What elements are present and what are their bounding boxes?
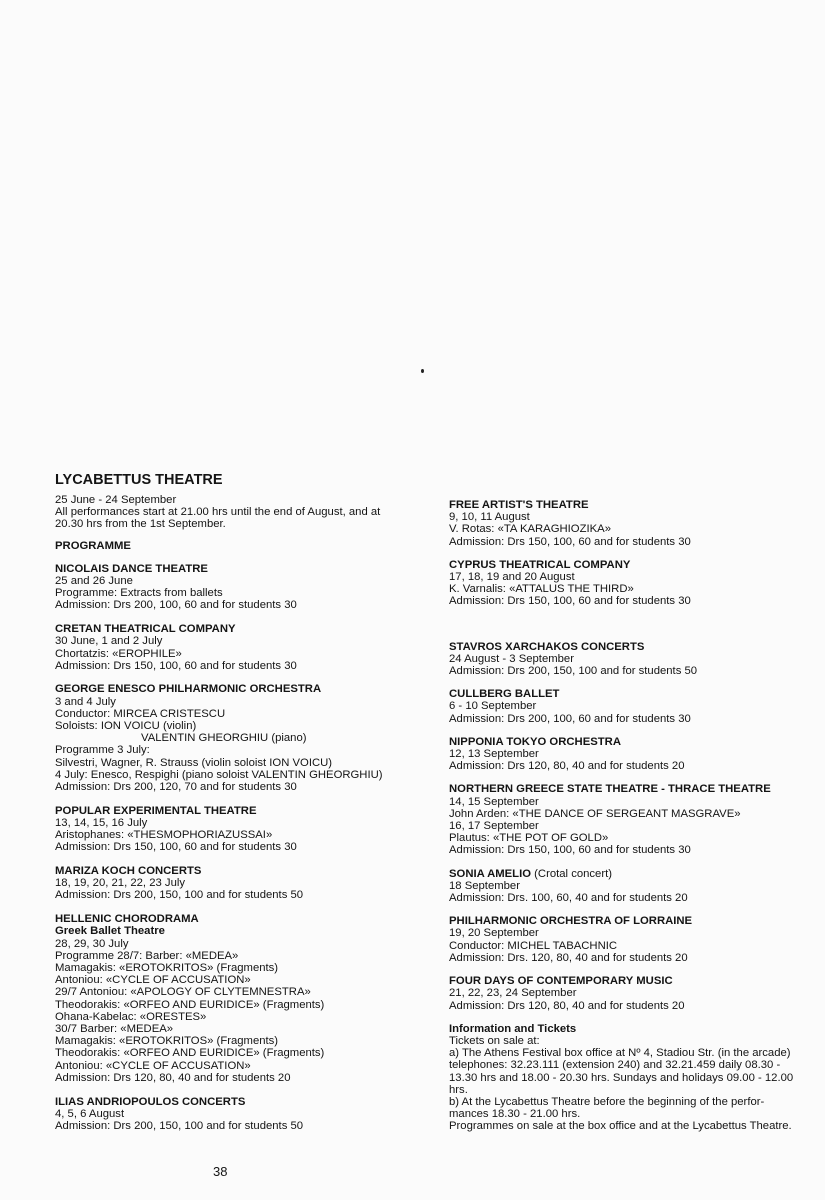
programme-item-line: Admission: Drs 200, 120, 70 and for students 30	[55, 781, 297, 794]
programme-item-line: 18 September	[449, 879, 520, 892]
programme-item-title-line	[449, 975, 820, 987]
programme-item-line: Admission: Drs 200, 100, 60 and for students 30	[55, 599, 297, 612]
programme-item-title: ILIAS ANDRIOPOULOS CONCERTS	[55, 1095, 246, 1108]
programme-item-line: 6 - 10 September	[449, 700, 537, 713]
programme-item-title: NORTHERN GREECE STATE THEATRE - THRACE THEATRE	[449, 783, 771, 796]
programme-item-line: Ohana-Kabelac: «ORESTES»	[55, 1010, 207, 1023]
info-line: Tickets on sale at:	[449, 1034, 540, 1047]
programme-item	[449, 736, 820, 773]
programme-item	[449, 559, 820, 608]
programme-item-title-line	[55, 805, 427, 817]
programme-item-title-line	[449, 783, 820, 795]
programme-item-line: 28, 29, 30 July	[55, 937, 129, 950]
programme-item	[449, 499, 820, 548]
right-column	[449, 499, 820, 1133]
programme-item-title-line	[449, 559, 820, 571]
programme-item-title: PHILHARMONIC ORCHESTRA OF LORRAINE	[449, 915, 693, 928]
programme-item-title-line	[449, 736, 820, 748]
programme-item	[449, 783, 820, 856]
programme-item-title: CYPRUS THEATRICAL COMPANY	[449, 558, 631, 571]
programme-item-title-line	[55, 623, 427, 635]
programme-item-line: Admission: Drs 150, 100, 60 and for students 30	[449, 535, 691, 548]
programme-item-line: Admission: Drs 120, 80, 40 and for students 20	[55, 1071, 291, 1084]
programme-item-title-line	[55, 563, 427, 575]
programme-item-line: 9, 10, 11 August	[449, 511, 530, 524]
programme-item-title-line	[449, 688, 820, 700]
programme-item	[449, 641, 820, 678]
programme-item-line: 19, 20 September	[449, 927, 539, 940]
programme-item-title: GEORGE ENESCO PHILHARMONIC ORCHESTRA	[55, 683, 322, 696]
programme-item-line: Soloists: ION VOICU (violin)	[55, 720, 197, 733]
programme-item-title-line	[449, 641, 820, 653]
info-line: hrs.	[449, 1083, 468, 1096]
programme-item-title-line	[55, 683, 427, 695]
programme-item-line: Admission: Drs 150, 100, 60 and for students 30	[449, 844, 691, 857]
info-line: Programmes on sale at the box office and at the Lycabettus Theatre.	[449, 1120, 792, 1133]
programme-item-title: NICOLAIS DANCE THEATRE	[55, 562, 208, 575]
info-line: 13.30 hrs and 18.00 - 20.30 hrs. Sundays and holidays 09.00 - 12.00	[449, 1071, 794, 1084]
page-number: 38	[213, 1164, 228, 1179]
programme-item-line: Admission: Drs 200, 150, 100 and for students 50	[449, 665, 698, 678]
info-line: telephones: 32.23.111 (extension 240) and 32.21.459 daily 08.30 -	[449, 1059, 781, 1072]
programme-item-line: 21, 22, 23, 24 September	[449, 987, 577, 1000]
programme-item-title: SONIA AMELIO	[449, 867, 532, 880]
info-heading: Information and Tickets	[449, 1022, 577, 1035]
programme-item-line: Admission: Drs 150, 100, 60 and for students 30	[55, 659, 297, 672]
programme-item-line: 4, 5, 6 August	[55, 1107, 125, 1120]
programme-item	[449, 915, 820, 964]
programme-item-line: V. Rotas: «TA KARAGHIOZIKA»	[449, 523, 611, 536]
programme-item-title: MARIZA KOCH CONCERTS	[55, 865, 202, 878]
start-info-line-2: 20.30 hrs from the 1st September.	[55, 518, 226, 531]
programme-item-line: Admission: Drs. 120, 80, 40 and for students 20	[449, 951, 688, 964]
programme-item-title-line	[55, 865, 427, 877]
programme-item	[55, 865, 427, 902]
programme-item-line: 14, 15 September	[449, 795, 539, 808]
programme-item-line: Antoniou: «CYCLE OF ACCUSATION»	[55, 1059, 251, 1072]
info-line: mances 18.30 - 21.00 hrs.	[449, 1108, 581, 1121]
info-line: b) At the Lycabettus Theatre before the beginning of the perfor-	[449, 1095, 765, 1108]
programme-item	[55, 623, 427, 672]
print-speck	[421, 369, 424, 373]
programme-item-line: 4 July: Enesco, Respighi (piano soloist VALENTIN GHEORGHIU)	[55, 768, 383, 781]
programme-item	[55, 563, 427, 612]
programme-item-title-suffix: (Crotal concert)	[531, 867, 612, 880]
programme-item-title: STAVROS XARCHAKOS CONCERTS	[449, 640, 645, 653]
programme-item-line: Admission: Drs 120, 80, 40 and for students 20	[449, 999, 685, 1012]
programme-item-title-line	[55, 913, 427, 925]
programme-item	[55, 805, 427, 854]
programme-item-line: 24 August - 3 September	[449, 652, 574, 665]
programme-item-line: 25 and 26 June	[55, 575, 133, 588]
right-programme-list	[449, 499, 820, 1012]
programme-item-line: 30 June, 1 and 2 July	[55, 635, 163, 648]
programme-item-line: Conductor: MICHEL TABACHNIC	[449, 939, 618, 952]
programme-item-line: Aristophanes: «THESMOPHORIAZUSSAI»	[55, 829, 273, 842]
programme-item-line: 30/7 Barber: «MEDEA»	[55, 1023, 174, 1036]
programme-item-line: 17, 18, 19 and 20 August	[449, 571, 575, 584]
programme-item	[449, 868, 820, 905]
programme-item-line: Antoniou: «CYCLE OF ACCUSATION»	[55, 974, 251, 987]
programme-item-line: Admission: Drs 120, 80, 40 and for students 20	[449, 760, 685, 773]
programme-item-subtitle: Greek Ballet Theatre	[55, 925, 165, 938]
programme-item-title: FREE ARTIST'S THEATRE	[449, 499, 589, 511]
programme-item-line: 29/7 Antoniou: «APOLOGY OF CLYTEMNESTRA»	[55, 986, 311, 999]
programme-item-line: Admission: Drs 200, 150, 100 and for students 50	[55, 889, 304, 902]
programme-item-line: 18, 19, 20, 21, 22, 23 July	[55, 877, 186, 890]
programme-item-line: Admission: Drs 200, 150, 100 and for students 50	[55, 1119, 304, 1132]
left-column	[55, 472, 427, 1144]
programme-item-line: 16, 17 September	[449, 820, 539, 833]
programme-item-line: John Arden: «THE DANCE OF SERGEANT MASGRAVE»	[449, 807, 741, 820]
start-info-line-1: All performances start at 21.00 hrs until the end of August, and at	[55, 506, 381, 519]
programme-item-line: Theodorakis: «ORFEO AND EURIDICE» (Fragments)	[55, 998, 325, 1011]
programme-item-line: Plautus: «THE POT OF GOLD»	[449, 832, 609, 845]
programme-item-line: 12, 13 September	[449, 748, 539, 761]
programme-item-title: HELLENIC CHORODRAMA	[55, 913, 199, 926]
programme-item-line: 13, 14, 15, 16 July	[55, 816, 148, 829]
programme-item	[449, 975, 820, 1012]
programme-item-title: POPULAR EXPERIMENTAL THEATRE	[55, 804, 257, 817]
page-title: LYCABETTUS THEATRE	[55, 472, 223, 488]
info-text	[449, 1035, 820, 1133]
programme-item	[449, 688, 820, 725]
programme-item-line: Admission: Drs 150, 100, 60 and for students 30	[55, 841, 297, 854]
programme-item-line: 3 and 4 July	[55, 695, 116, 708]
left-programme-list	[55, 563, 427, 1132]
programme-item-title-line	[449, 868, 820, 880]
programme-item-line: Silvestri, Wagner, R. Strauss (violin soloist ION VOICU)	[55, 756, 333, 769]
programme-item-line: Chortatzis: «EROPHILE»	[55, 647, 182, 660]
programme-heading: PROGRAMME	[55, 539, 131, 552]
programme-item-line: Admission: Drs. 100, 60, 40 and for students 20	[449, 892, 688, 905]
programme-item-line: Theodorakis: «ORFEO AND EURIDICE» (Fragments)	[55, 1047, 325, 1060]
programme-item-line: Admission: Drs 150, 100, 60 and for students 30	[449, 595, 691, 608]
info-line: a) The Athens Festival box office at Nº 4, Stadiou Str. (in the arcade)	[449, 1047, 791, 1060]
programme-item-line: Programme: Extracts from ballets	[55, 587, 223, 600]
programme-item-line: Programme 28/7: Barber: «MEDEA»	[55, 949, 239, 962]
programme-item-line: K. Varnalis: «ATTALUS THE THIRD»	[449, 583, 634, 596]
programme-item-title: CULLBERG BALLET	[449, 688, 560, 701]
programme-item-title-line	[55, 1096, 427, 1108]
programme-item	[55, 683, 427, 793]
programme-item	[55, 1096, 427, 1133]
programme-item-line: Conductor: MIRCEA CRISTESCU	[55, 707, 226, 720]
programme-item-line: Programme 3 July:	[55, 744, 150, 757]
info-tickets-section	[449, 1023, 820, 1133]
programme-item-title: NIPPONIA TOKYO ORCHESTRA	[449, 735, 621, 748]
programme-item-line: Admission: Drs 200, 100, 60 and for students 30	[449, 712, 691, 725]
programme-item-title-line	[449, 499, 820, 511]
programme-item-title: CRETAN THEATRICAL COMPANY	[55, 623, 236, 636]
season-dates: 25 June - 24 September	[55, 494, 177, 506]
programme-item	[55, 913, 427, 1084]
programme-item-line: Mamagakis: «EROTOKRITOS» (Fragments)	[55, 1035, 279, 1048]
programme-item-line: VALENTIN GHEORGHIU (piano)	[141, 732, 307, 745]
programme-item-line: Mamagakis: «EROTOKRITOS» (Fragments)	[55, 962, 279, 974]
programme-item-title: FOUR DAYS OF CONTEMPORARY MUSIC	[449, 975, 673, 988]
programme-item-title-line	[449, 915, 820, 927]
